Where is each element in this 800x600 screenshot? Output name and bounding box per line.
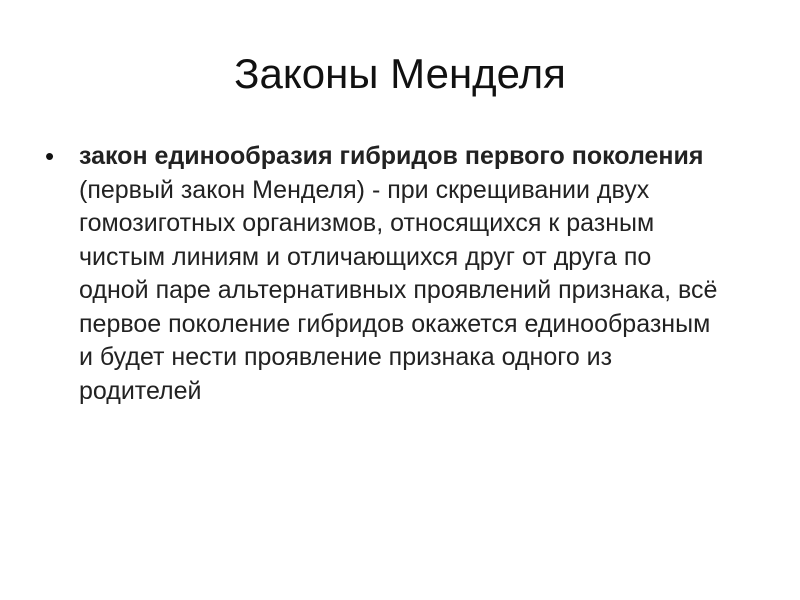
bullet-item [45,140,725,408]
law-term: закон единообразия гибридов первого поколения [79,142,704,170]
slide-content [45,140,725,408]
slide-title: Законы Менделя [234,50,566,97]
bullet-text [79,140,725,408]
bullet-icon: • [45,141,55,171]
law-description: (первый закон Менделя) - при скрещивании двух гомозиготных организмов, относящихся к разным чистым линиям и отличающихся друг от друга по одной паре альтернативных проявлений признака, всё первое поколение гибридов окажется единообразным и будет нести проявление признака одного из родителей [79,175,718,405]
